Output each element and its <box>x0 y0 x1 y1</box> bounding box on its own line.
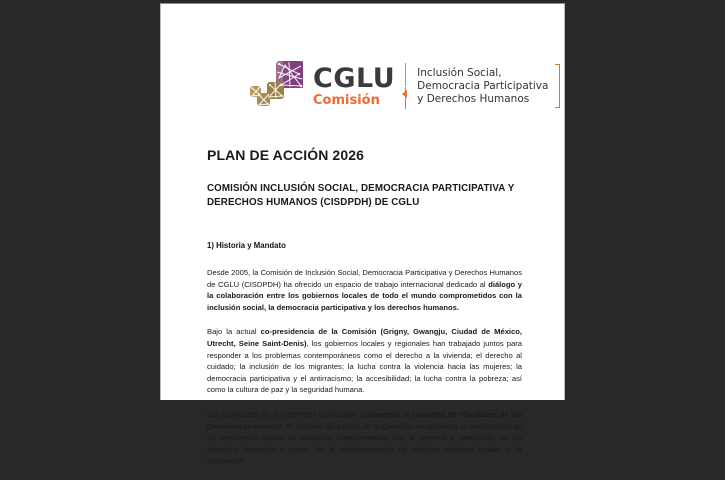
paragraph-3: Las actividades de la CISDPDH contribuyen a alimentar el concepto de “Ciudades de los Derechos Humanos”. El objetivo del trabajo de la Comisión es fortalecer la construcción de un movimiento global de ciudades comprometidas con la defensa y promoción de los derechos humanos a través de la implementación de políticas públicas locales y la solidaridad <box>207 409 522 466</box>
logo-tagline <box>417 67 548 106</box>
document-page <box>160 3 565 466</box>
angle-bracket-icon <box>402 90 407 98</box>
logo-divider <box>402 63 411 109</box>
paragraph-1: Desde 2005, la Comisión de Inclusión Social, Democracia Participativa y Derechos Humanos de CGLU (CISDPDH) ha ofrecido un espacio de trabajo internacional dedicado al diálogo y la colaboración entre los gobiernos locales de todo el mundo comprometidos con la inclusión social, la democracia participativa y los derechos humanos. <box>207 268 522 312</box>
right-bracket-icon <box>555 64 563 108</box>
cglu-mosaic-network-logo <box>249 60 307 112</box>
page-title: PLAN DE ACCIÓN 2026 <box>207 147 364 163</box>
cglu-wordmark-group <box>313 62 396 108</box>
divider-gray-line <box>405 63 406 86</box>
paragraph-2: Bajo la actual co-presidencia de la Comisión (Grigny, Gwangju, Ciudad de México, Utrecht, Seine Saint-Denis), los gobiernos locales y regionales han trabajado juntos para responder a los problemas contemporáneos como el derecho a la vivienda; el derecho al cuidado; la inclusión de los migrantes; la lucha contra la violencia hacia las mujeres; la democracia participativa y el antirracismo; la accesibilidad; la lucha contra la pobreza; así como la cultura de paz y la seguridad humana. <box>207 327 523 395</box>
comision-wordmark: Comisión <box>313 92 380 108</box>
cglu-logo <box>249 56 563 116</box>
tagline-line-3: y Derechos Humanos <box>417 92 530 105</box>
tagline-line-2: Democracia Participativa <box>417 79 549 92</box>
cglu-wordmark: CGLU <box>313 62 396 94</box>
page-subtitle: COMISIÓN INCLUSIÓN SOCIAL, DEMOCRACIA PARTICIPATIVA Y DERECHOS HUMANOS (CISDPDH) DE CGLU <box>207 183 515 208</box>
tagline-line-1: Inclusión Social, <box>417 66 502 79</box>
section-heading-historia-mandato: 1) Historia y Mandato <box>207 241 286 250</box>
document-content <box>207 146 522 480</box>
